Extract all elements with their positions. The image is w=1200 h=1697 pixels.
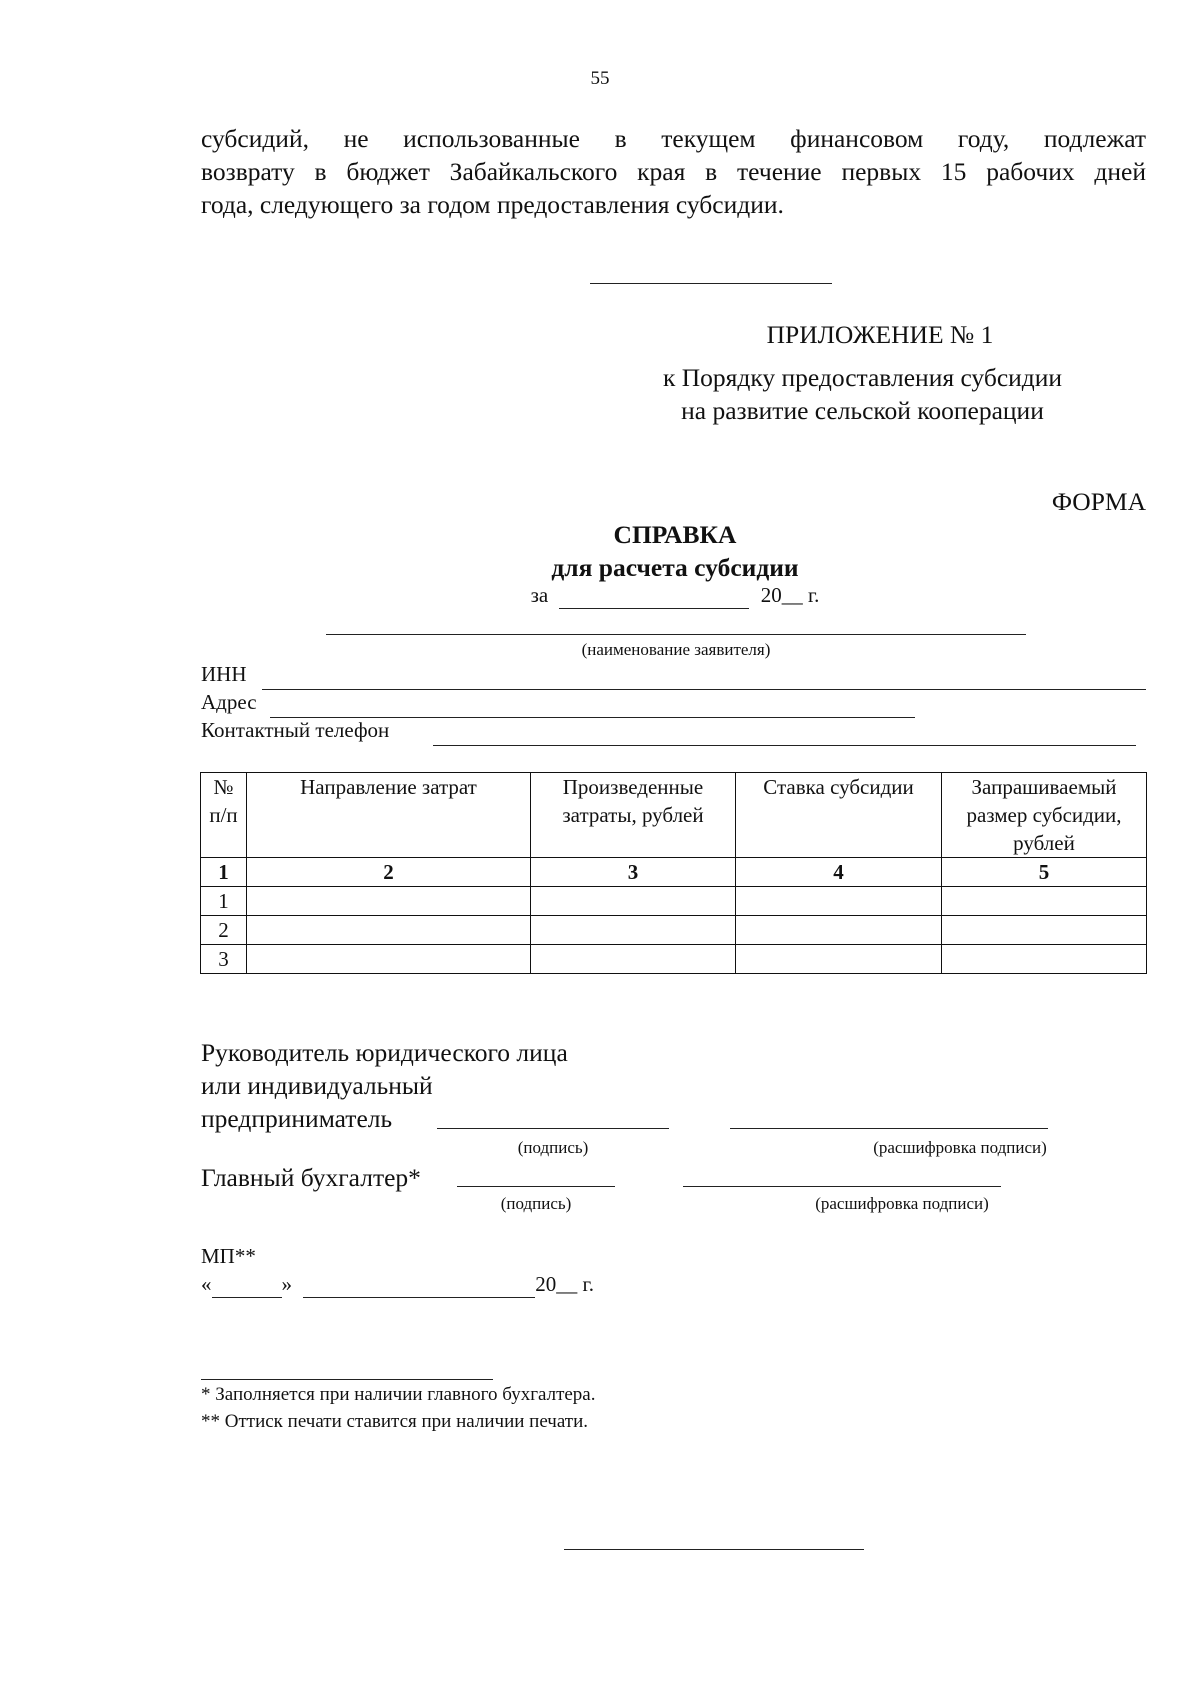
head-title-line-1: Руководитель юридического лица (201, 1038, 568, 1067)
column-number: 2 (247, 858, 531, 887)
table-row (201, 945, 1147, 974)
rate-cell[interactable] (736, 887, 942, 916)
stamp-label: МП** (201, 1244, 256, 1268)
footnote-separator (201, 1379, 493, 1380)
table-header-row (201, 773, 1147, 858)
applicant-caption: (наименование заявителя) (581, 640, 771, 659)
head-decode-caption: (расшифровка подписи) (873, 1138, 1047, 1157)
head-title-line-3: предприниматель (201, 1104, 393, 1133)
bottom-separator (564, 1549, 864, 1550)
head-decode-input[interactable] (730, 1128, 1048, 1129)
column-number: 1 (201, 858, 247, 887)
footnote-2: ** Оттиск печати ставится при наличии печати. (201, 1411, 588, 1432)
head-title-line-2: или индивидуальный (201, 1071, 433, 1100)
costs-cell[interactable] (531, 887, 736, 916)
appendix-line-2: на развитие сельской кооперации (681, 396, 1044, 425)
head-signature-input[interactable] (437, 1128, 669, 1129)
intro-line-1: субсидий, не использованные в текущем финансовом году, подлежат (201, 124, 1146, 153)
document-subtitle: для расчета субсидии (551, 553, 799, 582)
column-header-requested: Запрашиваемый размер субсидии, рублей (942, 773, 1147, 858)
inn-input[interactable] (262, 689, 1146, 690)
head-signature-caption: (подпись) (517, 1138, 589, 1157)
page-number: 55 (590, 68, 610, 89)
rate-cell[interactable] (736, 916, 942, 945)
costs-cell[interactable] (531, 945, 736, 974)
direction-cell[interactable] (247, 887, 531, 916)
column-header-costs: Произведенные затраты, рублей (531, 773, 736, 858)
accountant-label: Главный бухгалтер* (201, 1163, 421, 1192)
appendix-line-1: к Порядку предоставления субсидии (662, 363, 1063, 392)
intro-line-3: года, следующего за годом предоставления субсидии. (201, 190, 784, 219)
inn-label: ИНН (201, 662, 247, 686)
section-separator (590, 283, 832, 284)
phone-input[interactable] (433, 745, 1136, 746)
period-prefix: за (530, 583, 549, 607)
date-year: 20__ г. (535, 1272, 594, 1296)
appendix-title: ПРИЛОЖЕНИЕ № 1 (766, 320, 994, 349)
form-label: ФОРМА (1051, 487, 1146, 516)
requested-cell[interactable] (942, 945, 1147, 974)
column-header-direction: Направление затрат (247, 773, 531, 858)
date-close-quote: » (281, 1272, 292, 1296)
document-title: СПРАВКА (613, 520, 737, 549)
row-number: 1 (201, 887, 247, 916)
intro-paragraph (201, 122, 1146, 221)
accountant-signature-caption: (подпись) (500, 1194, 572, 1213)
subsidy-table (200, 772, 1147, 974)
footnote-1: * Заполняется при наличии главного бухгалтера. (201, 1384, 596, 1405)
costs-cell[interactable] (531, 916, 736, 945)
period-year: 20__ г. (760, 583, 820, 607)
column-number: 5 (942, 858, 1147, 887)
column-number-row (201, 858, 1147, 887)
column-number: 4 (736, 858, 942, 887)
requested-cell[interactable] (942, 887, 1147, 916)
accountant-signature-input[interactable] (457, 1186, 615, 1187)
date-open-quote: « (201, 1272, 212, 1296)
address-label: Адрес (201, 690, 257, 714)
direction-cell[interactable] (247, 916, 531, 945)
table-row (201, 916, 1147, 945)
period-row (0, 583, 1200, 609)
table-row (201, 887, 1147, 916)
phone-label: Контактный телефон (201, 718, 390, 742)
column-number: 3 (531, 858, 736, 887)
accountant-decode-input[interactable] (683, 1186, 1001, 1187)
date-row (201, 1272, 594, 1298)
row-number: 3 (201, 945, 247, 974)
date-day-input[interactable] (212, 1272, 282, 1298)
column-header-rate: Ставка субсидии (736, 773, 942, 858)
column-header-number: № п/п (201, 773, 247, 858)
direction-cell[interactable] (247, 945, 531, 974)
applicant-name-input[interactable] (326, 634, 1026, 635)
intro-line-2: возврату в бюджет Забайкальского края в течение первых 15 рабочих дней (201, 157, 1146, 186)
row-number: 2 (201, 916, 247, 945)
date-month-input[interactable] (303, 1272, 535, 1298)
period-input[interactable] (559, 583, 749, 609)
rate-cell[interactable] (736, 945, 942, 974)
requested-cell[interactable] (942, 916, 1147, 945)
accountant-decode-caption: (расшифровка подписи) (815, 1194, 989, 1213)
